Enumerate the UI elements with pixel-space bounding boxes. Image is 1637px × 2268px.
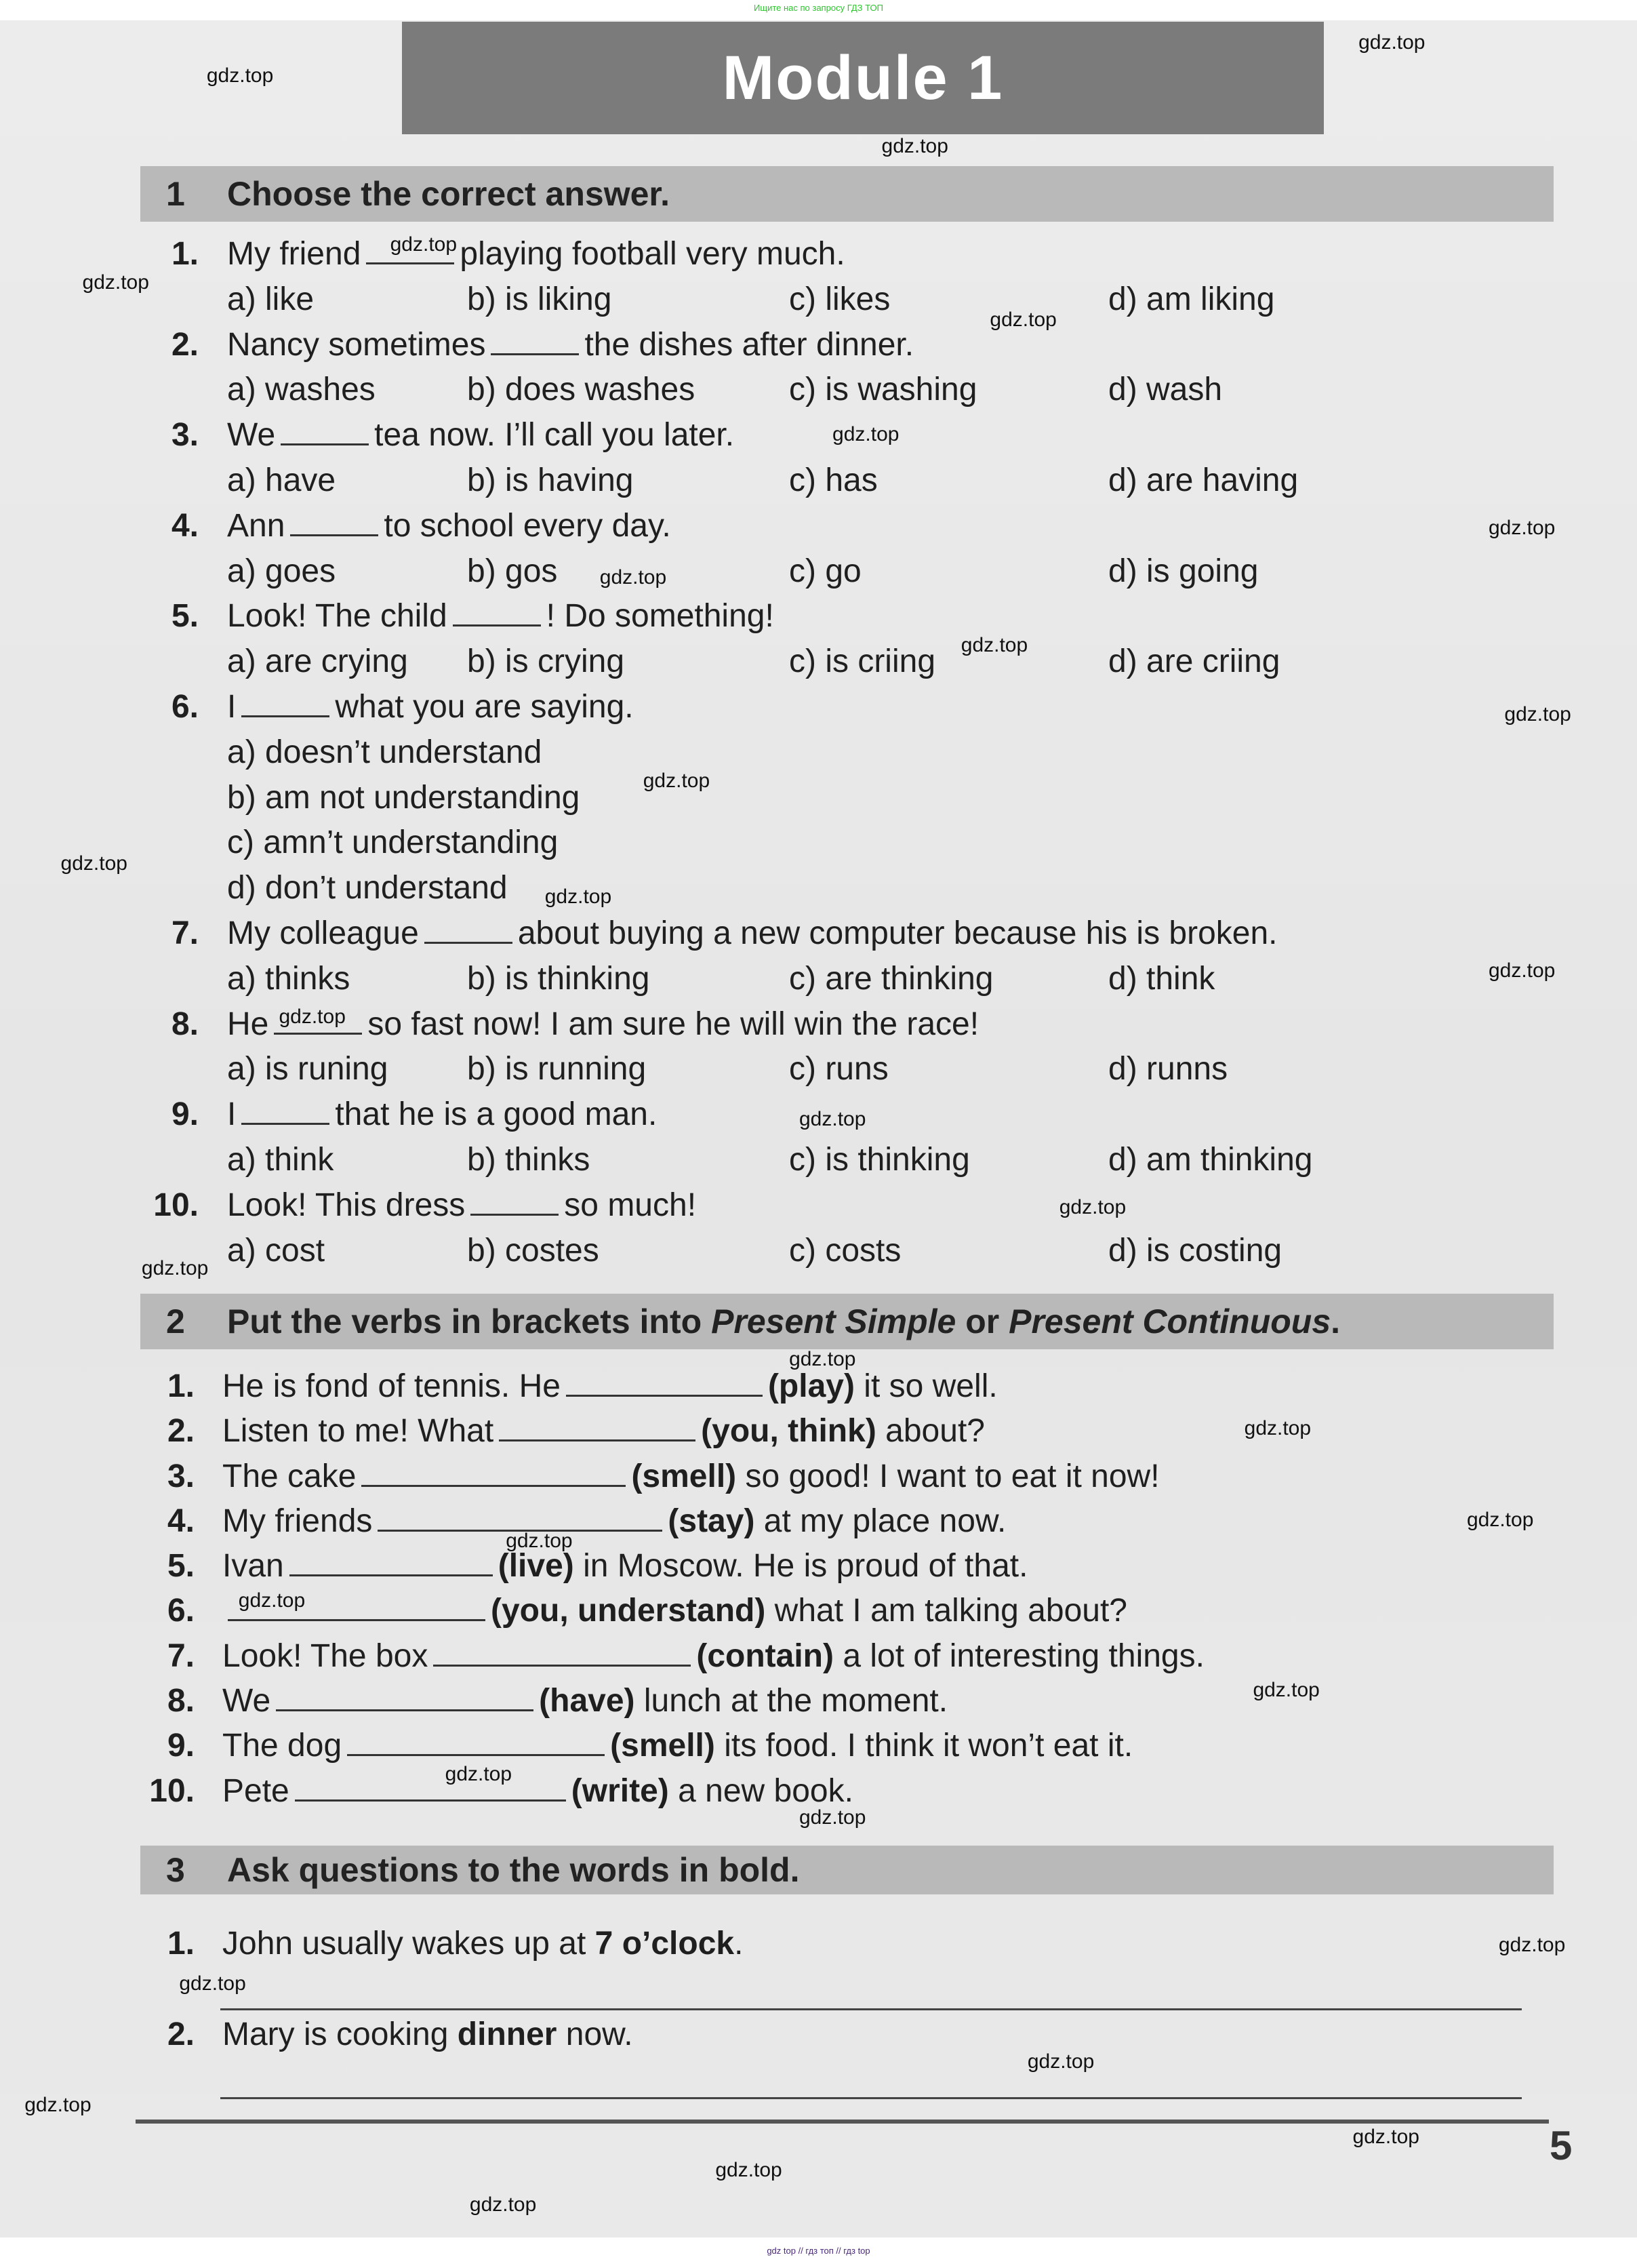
watermark-text: gdz.top	[789, 1348, 856, 1371]
answer-blank[interactable]	[470, 1187, 559, 1216]
question-before: Nancy sometimes	[227, 326, 486, 363]
answer-option[interactable]: d) is going	[1108, 553, 1259, 589]
title-part: .	[1331, 1302, 1341, 1340]
watermark-text: gdz.top	[82, 271, 149, 294]
watermark-text: gdz.top	[206, 64, 274, 87]
answer-blank[interactable]	[281, 416, 369, 445]
answer-option[interactable]: a) washes	[227, 372, 376, 408]
question-line	[0, 413, 1637, 458]
exercise-number: 8.	[167, 1683, 195, 1719]
exercise-line	[0, 1454, 1637, 1499]
question-before: He	[227, 1006, 269, 1042]
watermark-text: gdz.top	[506, 1529, 573, 1552]
question-number: 1.	[167, 1926, 195, 1962]
answer-option[interactable]: b) is having	[467, 462, 634, 498]
exercise-number: 5.	[167, 1548, 195, 1585]
options-line	[0, 549, 1637, 595]
watermark-text: gdz.top	[832, 422, 900, 445]
question-line	[0, 685, 1637, 730]
exercise-before: Listen to me! What	[222, 1413, 494, 1450]
watermark-text: gdz.top	[1352, 2126, 1419, 2149]
question-number: 1.	[171, 236, 199, 272]
question-before: We	[227, 417, 276, 454]
question-before: John usually wakes up at	[222, 1926, 595, 1962]
exercise-before: The cake	[222, 1458, 357, 1494]
answer-option[interactable]: b) gos	[467, 553, 558, 589]
question-after: so much!	[564, 1187, 697, 1223]
question-text	[227, 413, 734, 458]
question-text	[227, 232, 845, 277]
exercise-after: a new book.	[678, 1772, 853, 1809]
answer-option[interactable]: c) are thinking	[789, 960, 994, 997]
question-number: 2.	[167, 2016, 195, 2052]
watermark-text: gdz.top	[469, 2193, 537, 2216]
question-text	[227, 1183, 696, 1229]
page-number: 5	[1550, 2123, 1573, 2168]
exercise-text	[222, 1589, 1127, 1634]
exercise-before: Ivan	[222, 1548, 284, 1585]
exercise-line	[0, 1724, 1637, 1768]
answer-blank[interactable]	[378, 1503, 662, 1532]
answer-option[interactable]: c) go	[789, 553, 862, 589]
watermark-text: gdz.top	[1488, 959, 1556, 982]
search-hint: Ищите нас по запросу ГДЗ ТОП	[754, 3, 883, 13]
verb-hint: (play)	[767, 1368, 855, 1404]
exercise-text	[222, 1634, 1205, 1679]
title-part: Present Simple	[711, 1302, 956, 1340]
answer-option[interactable]: a) think	[227, 1141, 334, 1178]
module-title: Module 1	[402, 22, 1324, 134]
answer-option[interactable]: c) costs	[789, 1232, 902, 1269]
question-number: 6.	[171, 688, 199, 725]
watermark-text: gdz.top	[643, 770, 710, 793]
section-3-exercises	[0, 1922, 1637, 2103]
question-number: 3.	[171, 417, 199, 454]
watermark-text: gdz.top	[179, 1972, 246, 1995]
question-number: 5.	[171, 598, 199, 635]
exercise-after: in Moscow. He is proud of that.	[583, 1548, 1028, 1585]
exercise-line	[0, 1679, 1637, 1724]
answer-option[interactable]: c) has	[789, 462, 878, 498]
exercise-text	[222, 1454, 1160, 1500]
answer-option[interactable]: c) amn’t understanding	[227, 824, 559, 861]
answer-option[interactable]: c) is thinking	[789, 1141, 970, 1178]
exercise-line	[0, 1409, 1637, 1454]
answer-blank[interactable]	[276, 1682, 533, 1711]
answer-option[interactable]: b) is liking	[467, 281, 612, 317]
question-before: My friend	[227, 236, 361, 272]
answer-option[interactable]: a) are crying	[227, 643, 408, 680]
section-title	[227, 1294, 1340, 1349]
answer-option[interactable]: a) thinks	[227, 960, 350, 997]
exercise-number: 4.	[167, 1503, 195, 1539]
section-number: 3	[166, 1851, 185, 1889]
exercise-after: about?	[885, 1413, 985, 1450]
options-line	[0, 1229, 1637, 1274]
answer-blank[interactable]	[433, 1637, 691, 1667]
watermark-text: gdz.top	[60, 852, 127, 875]
answer-option[interactable]: a) like	[227, 281, 315, 317]
verb-hint: (live)	[498, 1548, 574, 1585]
answer-option[interactable]: c) is washing	[789, 372, 977, 408]
watermark-text: gdz.top	[961, 633, 1028, 656]
option-line	[0, 820, 1637, 866]
answer-option[interactable]: b) thinks	[467, 1141, 590, 1178]
exercise-after: what I am talking about?	[774, 1593, 1127, 1629]
title-part: or	[956, 1302, 1009, 1340]
answer-blank[interactable]	[347, 1727, 605, 1756]
question-line	[0, 1922, 1637, 2012]
exercise-after: its food. I think it won’t eat it.	[724, 1728, 1133, 1764]
options-line	[0, 458, 1637, 504]
answer-option[interactable]: c) runs	[789, 1051, 889, 1088]
question-text	[227, 504, 671, 549]
answer-blank[interactable]	[241, 1096, 329, 1125]
option-line	[0, 866, 1637, 911]
question-text	[227, 323, 914, 368]
answer-blank[interactable]	[241, 688, 329, 717]
exercise-before: Pete	[222, 1772, 289, 1809]
verb-hint: (have)	[539, 1683, 635, 1719]
question-before: Mary is cooking	[222, 2016, 458, 2052]
verb-hint: (smell)	[631, 1458, 737, 1494]
question-number: 4.	[171, 507, 199, 544]
exercise-text	[222, 1769, 853, 1814]
answer-option[interactable]: b) is crying	[467, 643, 625, 680]
answer-blank[interactable]	[424, 915, 512, 944]
question-after: now.	[557, 2016, 633, 2052]
watermark-text: gdz.top	[881, 135, 948, 158]
options-line	[0, 277, 1637, 323]
exercise-number: 9.	[167, 1728, 195, 1764]
answer-option[interactable]: c) likes	[789, 281, 891, 317]
question-text	[227, 911, 1278, 957]
question-line	[0, 323, 1637, 368]
question-after: what you are saying.	[335, 688, 634, 725]
question-line	[0, 2012, 1637, 2103]
question-number: 7.	[171, 915, 199, 951]
answer-blank[interactable]	[499, 1412, 695, 1441]
watermark-text: gdz.top	[1027, 2050, 1095, 2073]
question-line	[0, 1002, 1637, 1048]
watermark-text: gdz.top	[799, 1108, 866, 1131]
question-after: .	[734, 1926, 744, 1962]
exercise-number: 3.	[167, 1458, 195, 1494]
answer-option[interactable]: b) is running	[467, 1051, 647, 1088]
verb-hint: (you, understand)	[491, 1593, 766, 1629]
section-1-header	[140, 166, 1554, 222]
question-after: the dishes after dinner.	[584, 326, 914, 363]
section-title: Choose the correct answer.	[227, 175, 670, 213]
answer-option[interactable]: d) are having	[1108, 462, 1299, 498]
answer-option[interactable]: a) have	[227, 462, 336, 498]
question-after: so fast now! I am sure he will win the race!	[367, 1006, 979, 1042]
options-line	[0, 1047, 1637, 1092]
exercise-after: it so well.	[864, 1368, 998, 1404]
question-text	[227, 594, 774, 639]
watermark-text: gdz.top	[390, 233, 458, 256]
exercise-text	[222, 1544, 1028, 1589]
question-text	[227, 1092, 657, 1138]
answer-option[interactable]: d) think	[1108, 960, 1215, 997]
bold-word: 7 o’clock	[594, 1926, 735, 1962]
exercise-before: The dog	[222, 1728, 342, 1764]
question-before: Look! This dress	[227, 1187, 466, 1223]
question-before: My colleague	[227, 915, 419, 951]
answer-option[interactable]: d) am liking	[1108, 281, 1275, 317]
options-line	[0, 1138, 1637, 1183]
exercise-number: 7.	[167, 1637, 195, 1674]
question-before: Ann	[227, 507, 285, 544]
exercise-number: 10.	[149, 1772, 195, 1809]
exercise-number: 6.	[167, 1593, 195, 1629]
watermark-text: gdz.top	[1253, 1679, 1320, 1702]
question-line	[0, 594, 1637, 639]
answer-blank[interactable]	[566, 1368, 763, 1397]
exercise-after: so good! I want to eat it now!	[745, 1458, 1160, 1494]
watermark-text: gdz.top	[279, 1005, 346, 1028]
options-line	[0, 367, 1637, 413]
answer-blank[interactable]	[453, 597, 541, 626]
options-line	[0, 957, 1637, 1002]
answer-option[interactable]: d) runns	[1108, 1051, 1228, 1088]
question-after: tea now. I’ll call you later.	[374, 417, 735, 454]
question-text	[222, 2012, 633, 2058]
watermark-text: gdz.top	[544, 885, 612, 908]
exercise-before: He is fond of tennis. He	[222, 1368, 561, 1404]
verb-hint: (smell)	[610, 1728, 715, 1764]
option-line	[0, 730, 1637, 776]
question-after: about buying a new computer because his is broken.	[517, 915, 1278, 951]
answer-option[interactable]: d) are criing	[1108, 643, 1280, 680]
exercise-text	[222, 1679, 948, 1724]
exercise-text	[222, 1364, 998, 1410]
watermark-text: gdz.top	[599, 565, 667, 589]
exercise-line	[0, 1364, 1637, 1409]
section-2-header	[140, 1294, 1554, 1349]
watermark-text: gdz.top	[799, 1806, 866, 1829]
exercise-after: at my place now.	[763, 1503, 1007, 1539]
verb-hint: (you, think)	[701, 1413, 876, 1450]
question-line	[0, 504, 1637, 549]
answer-option[interactable]: b) does washes	[467, 372, 695, 408]
question-after: ! Do something!	[546, 598, 774, 635]
section-3-header	[140, 1846, 1554, 1894]
answer-option[interactable]: d) is costing	[1108, 1232, 1282, 1269]
watermark-text: gdz.top	[1498, 1933, 1566, 1956]
watermark-text: gdz.top	[238, 1589, 306, 1612]
verb-hint: (write)	[571, 1772, 669, 1809]
question-number: 9.	[171, 1096, 199, 1133]
answer-option[interactable]: d) am thinking	[1108, 1141, 1313, 1178]
exercise-text	[222, 1409, 985, 1454]
answer-blank[interactable]	[295, 1772, 566, 1802]
answer-blank[interactable]	[491, 326, 579, 355]
answer-option[interactable]: d) don’t understand	[227, 870, 508, 907]
question-text	[222, 1922, 743, 1967]
question-text	[227, 685, 634, 730]
question-before: I	[227, 688, 237, 725]
question-line	[0, 232, 1637, 277]
bold-word: dinner	[457, 2016, 557, 2052]
answer-blank[interactable]	[361, 1458, 626, 1487]
answer-line[interactable]	[220, 2008, 1522, 2010]
watermark-text: gdz.top	[1504, 703, 1571, 726]
answer-line[interactable]	[220, 2097, 1522, 2099]
section-number: 1	[166, 175, 185, 213]
question-before: I	[227, 1096, 237, 1133]
answer-option[interactable]: a) cost	[227, 1232, 325, 1269]
options-line	[0, 639, 1637, 685]
verb-hint: (contain)	[696, 1637, 834, 1674]
exercise-number: 1.	[167, 1368, 195, 1404]
footer-note: gdz top // гдз топ // гдз top	[767, 2246, 870, 2256]
answer-option[interactable]: a) doesn’t understand	[227, 734, 542, 770]
question-number: 10.	[153, 1187, 199, 1223]
answer-option[interactable]: d) wash	[1108, 372, 1223, 408]
title-part: Present Continuous	[1009, 1302, 1331, 1340]
verb-hint: (stay)	[668, 1503, 755, 1539]
exercise-line	[0, 1499, 1637, 1544]
question-number: 2.	[171, 326, 199, 363]
option-line	[0, 776, 1637, 821]
exercise-before: We	[222, 1683, 271, 1719]
exercise-before: My friends	[222, 1503, 373, 1539]
watermark-text: gdz.top	[1244, 1417, 1312, 1440]
watermark-text: gdz.top	[24, 2094, 92, 2117]
answer-option[interactable]: c) is criing	[789, 643, 936, 680]
answer-blank[interactable]	[290, 507, 378, 536]
answer-option[interactable]: b) is thinking	[467, 960, 650, 997]
watermark-text: gdz.top	[1488, 517, 1556, 540]
question-line	[0, 1183, 1637, 1229]
exercise-text	[222, 1724, 1133, 1769]
exercise-line	[0, 1544, 1637, 1589]
section-number: 2	[166, 1302, 185, 1340]
question-after: to school every day.	[384, 507, 671, 544]
question-number: 8.	[171, 1006, 199, 1042]
exercise-after: a lot of interesting things.	[843, 1637, 1205, 1674]
exercise-line	[0, 1634, 1637, 1679]
exercise-after: lunch at the moment.	[643, 1683, 948, 1719]
watermark-text: gdz.top	[1358, 31, 1426, 54]
question-after: playing football very much.	[460, 236, 845, 272]
watermark-text: gdz.top	[715, 2159, 782, 2182]
watermark-text: gdz.top	[990, 309, 1057, 332]
exercise-text	[222, 1499, 1006, 1545]
question-after: that he is a good man.	[335, 1096, 658, 1133]
answer-option[interactable]: a) is runing	[227, 1051, 388, 1088]
watermark-text: gdz.top	[445, 1763, 512, 1786]
question-before: Look! The child	[227, 598, 447, 635]
answer-option[interactable]: b) am not understanding	[227, 779, 580, 816]
answer-blank[interactable]	[289, 1547, 493, 1576]
exercise-number: 2.	[167, 1413, 195, 1450]
page-bottom-rule	[136, 2120, 1549, 2124]
answer-option[interactable]: b) costes	[467, 1232, 599, 1269]
section-title: Ask questions to the words in bold.	[227, 1851, 800, 1889]
watermark-text: gdz.top	[1466, 1508, 1534, 1531]
exercise-before: Look! The box	[222, 1637, 428, 1674]
watermark-text: gdz.top	[1059, 1196, 1127, 1219]
answer-option[interactable]: a) goes	[227, 553, 336, 589]
question-line	[0, 911, 1637, 957]
title-part: Put the verbs in brackets into	[227, 1302, 712, 1340]
watermark-text: gdz.top	[141, 1256, 209, 1279]
